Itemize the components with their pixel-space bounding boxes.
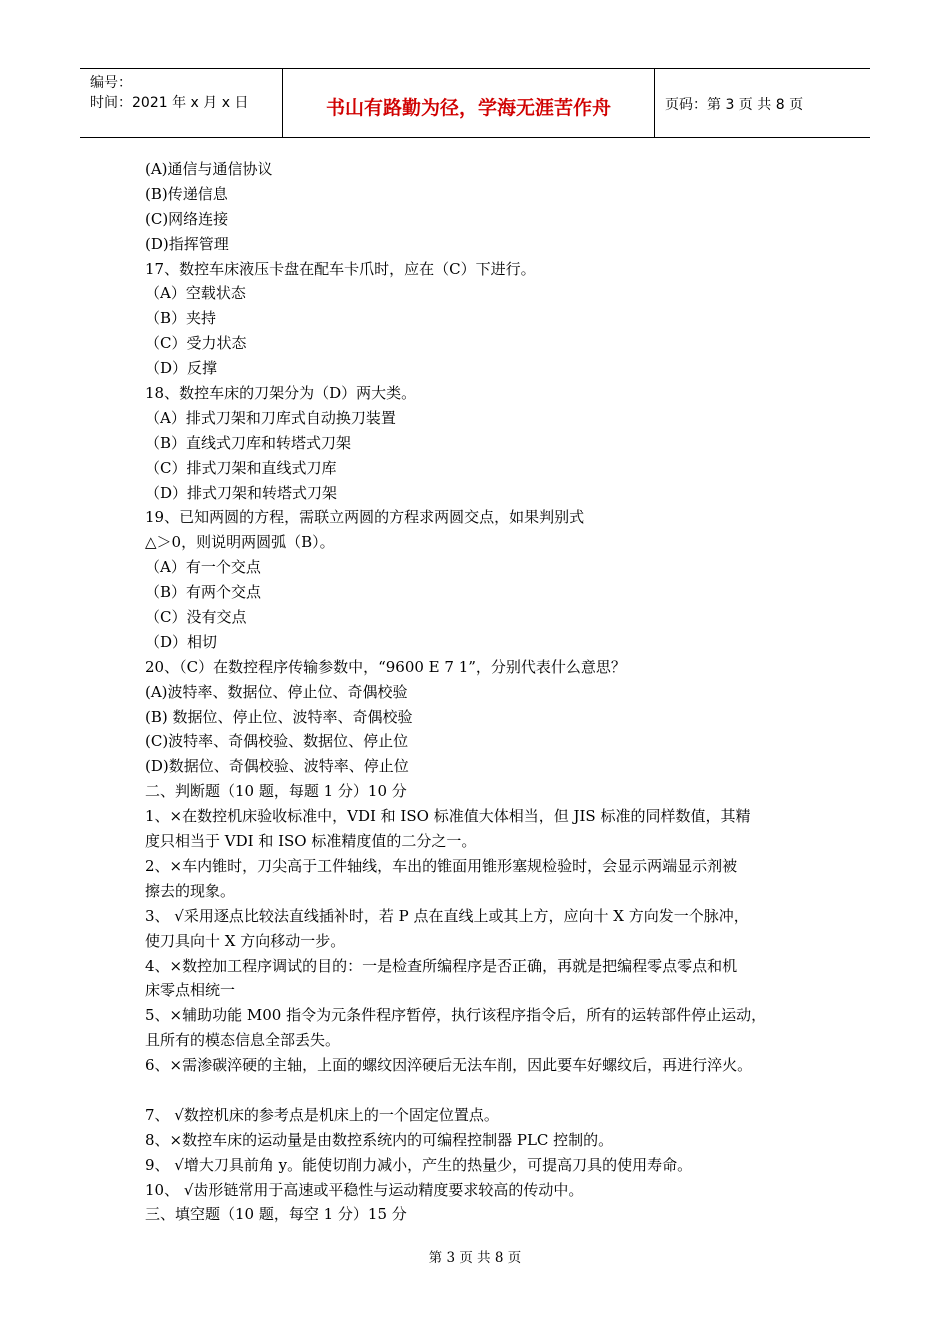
- text-line: （A）排式刀架和刀库式自动换刀装置: [145, 408, 396, 427]
- header-motto-cell: [283, 69, 655, 137]
- text-line: 二、判断题（10 题，每题 1 分）10 分: [145, 782, 407, 801]
- document-body: [145, 157, 825, 1227]
- text-line: 床零点相统一: [145, 981, 236, 1000]
- text-line: （A）空载状态: [145, 284, 246, 303]
- text-line: (D)指挥管理: [145, 234, 229, 253]
- text-line: （B）夹持: [145, 309, 217, 328]
- text-line: (B)传递信息: [145, 184, 228, 203]
- text-line: （C）没有交点: [145, 608, 247, 627]
- text-line: （B）有两个交点: [145, 583, 262, 602]
- text-line: 3、 √采用逐点比较法直线插补时，若 P 点在直线上或其上方，应向十 X 方向发一个脉冲，: [145, 906, 749, 925]
- text-line: 1、×在数控机床验收标准中，VDI 和 ISO 标准值大体相当，但 JIS 标准的同样数值，其精: [145, 807, 751, 826]
- serial-label: 编号：: [90, 75, 132, 91]
- text-line: 擦去的现象。: [145, 881, 236, 900]
- text-line: 2、×车内锥时，刀尖高于工件轴线，车出的锥面用锥形塞规检验时，会显示两端显示剂被: [145, 856, 738, 875]
- text-line: 6、×需渗碳淬硬的主轴，上面的螺纹因淬硬后无法车削，因此要车好螺纹后，再进行淬火。: [145, 1056, 753, 1075]
- text-line: (C)波特率、奇偶校验、数据位、停止位: [145, 732, 409, 751]
- text-line: 4、×数控加工程序调试的目的：一是检查所编程序是否正确，再就是把编程零点零点和机: [145, 956, 738, 975]
- text-line: （C）排式刀架和直线式刀库: [145, 458, 337, 477]
- motto: 书山有路勤为径，学海无涯苦作舟: [325, 97, 611, 119]
- text-line: 19、已知两圆的方程，需联立两圆的方程求两圆交点，如果判别式: [145, 508, 585, 527]
- text-line: 且所有的模态信息全部丢失。: [145, 1031, 341, 1050]
- date-label: 时间：2021 年 x 月 x 日: [90, 95, 249, 111]
- text-line: 8、×数控车床的运动量是由数控系统内的可编程控制器 PLC 控制的。: [145, 1130, 614, 1149]
- text-line: 10、 √齿形链常用于高速或平稳性与运动精度要求较高的传动中。: [145, 1180, 584, 1199]
- text-line: 7、 √数控机床的参考点是机床上的一个固定位置点。: [145, 1105, 499, 1124]
- text-line: （D）相切: [145, 632, 218, 651]
- text-line: （D）排式刀架和转塔式刀架: [145, 483, 338, 502]
- text-line: (C)网络连接: [145, 209, 229, 228]
- page-header: [80, 68, 870, 138]
- text-line: (D)数据位、奇偶校验、波特率、停止位: [145, 757, 409, 776]
- text-line: 17、数控车床液压卡盘在配车卡爪时，应在（C）下进行。: [145, 259, 536, 278]
- blank-line: [145, 1078, 825, 1103]
- text-line: 5、×辅助功能 M00 指令为元条件程序暂停，执行该程序指令后，所有的运转部件停止运动，: [145, 1006, 767, 1025]
- text-line: 度只相当于 VDI 和 ISO 标准精度值的二分之一。: [145, 832, 477, 851]
- text-line: （D）反撑: [145, 359, 218, 378]
- text-line: 18、数控车床的刀架分为（D）两大类。: [145, 384, 417, 403]
- text-line: △＞0，则说明两圆弧（B）。: [145, 533, 335, 552]
- text-line: (A)波特率、数据位、停止位、奇偶校验: [145, 682, 408, 701]
- text-line: (B) 数据位、停止位、波特率、奇偶校验: [145, 707, 413, 726]
- text-line: （B）直线式刀库和转塔式刀架: [145, 433, 352, 452]
- page-info: 页码：第 3 页 共 8 页: [665, 97, 804, 113]
- text-line: (A)通信与通信协议: [145, 160, 273, 178]
- header-page-cell: [655, 69, 870, 137]
- text-line: （C）受力状态: [145, 334, 247, 353]
- text-line: （A）有一个交点: [145, 558, 261, 577]
- text-line: 9、 √增大刀具前角 y。能使切削力减小，产生的热量少，可提高刀具的使用寿命。: [145, 1155, 693, 1174]
- header-meta-cell: [80, 69, 283, 137]
- text-line: 使刀具向十 X 方向移动一步。: [145, 931, 346, 950]
- text-line: 20、（C）在数控程序传输参数中，“9600 E 7 1”，分别代表什么意思？: [145, 657, 626, 676]
- page-footer: 第 3 页 共 8 页: [428, 1250, 522, 1266]
- text-line: 三、填空题（10 题，每空 1 分）15 分: [145, 1205, 407, 1224]
